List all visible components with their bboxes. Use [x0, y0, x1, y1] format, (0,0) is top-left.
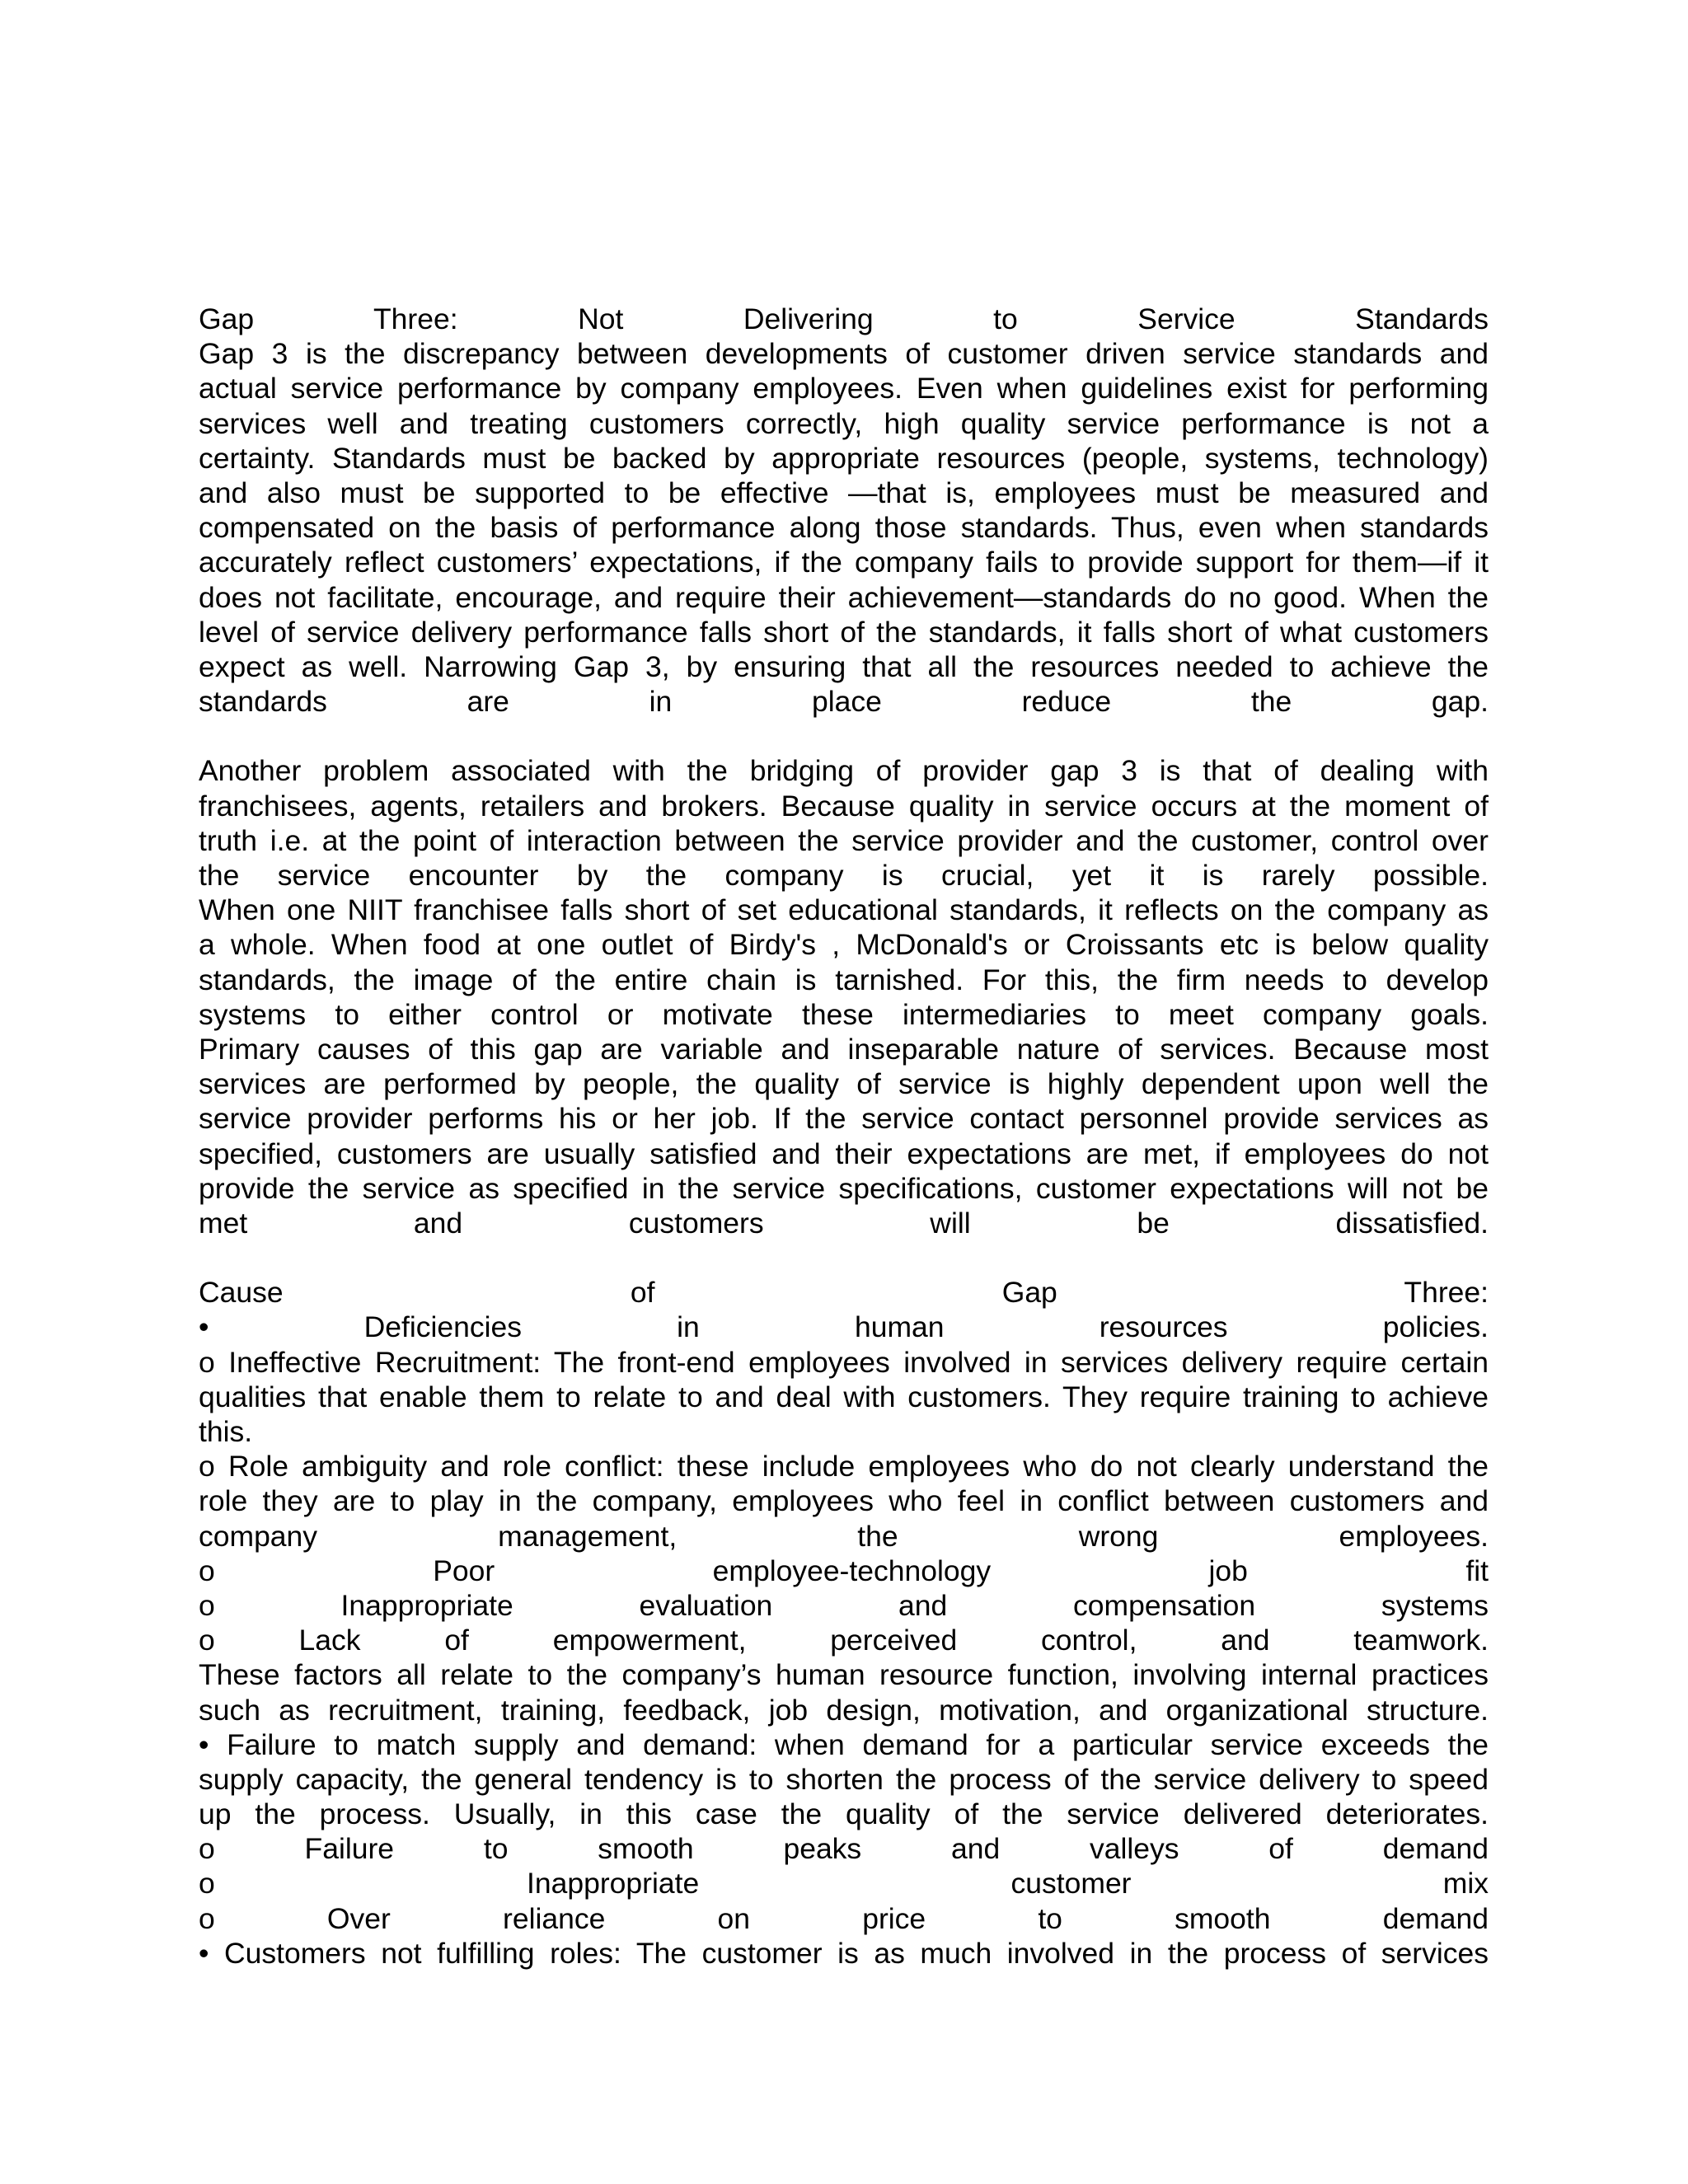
heading-gap-three: Gap Three: Not Delivering to Service Standards: [199, 302, 1489, 335]
paragraph-line: qualities that enable them to relate to and deal with customers. They require training to achieve: [199, 1380, 1489, 1413]
paragraph-line: a whole. When food at one outlet of Birdy's , McDonald's or Croissants etc is below quality: [199, 928, 1489, 962]
paragraph-line: up the process. Usually, in this case the quality of the service delivered deteriorates.: [199, 1797, 1489, 1831]
paragraph-line: company management, the wrong employees.: [199, 1519, 1489, 1553]
paragraph-line: actual service performance by company employees. Even when guidelines exist for performing: [199, 372, 1489, 405]
paragraph-line: truth i.e. at the point of interaction between the service provider and the customer, control over: [199, 823, 1489, 857]
sub-bullet-line: o Ineffective Recruitment: The front-end employees involved in services delivery require certain: [199, 1345, 1489, 1379]
paragraph-line: systems to either control or motivate these intermediaries to meet company goals.: [199, 997, 1489, 1031]
paragraph-line: level of service delivery performance falls short of the standards, it falls short of what customers: [199, 615, 1489, 649]
paragraph-line: Gap 3 is the discrepancy between developments of customer driven service standards and: [199, 337, 1489, 371]
paragraph-line: supply capacity, the general tendency is to shorten the process of the service delivery to speed: [199, 1762, 1489, 1796]
document-page: [199, 302, 1489, 1971]
paragraph-line: met and customers will be dissatisfied.: [199, 1206, 1489, 1240]
sub-bullet-line: o Poor employee-technology job fit: [199, 1554, 1489, 1587]
sub-bullet-line: o Over reliance on price to smooth demand: [199, 1901, 1489, 1935]
sub-bullet-line: o Failure to smooth peaks and valleys of demand: [199, 1832, 1489, 1866]
paragraph-line: services are performed by people, the quality of service is highly dependent upon well the: [199, 1067, 1489, 1101]
paragraph-line: These factors all relate to the company’s human resource function, involving internal practices: [199, 1658, 1489, 1692]
paragraph-line: When one NIIT franchisee falls short of set educational standards, it reflects on the company as: [199, 893, 1489, 927]
sub-bullet-line: o Inappropriate evaluation and compensation systems: [199, 1588, 1489, 1622]
paragraph-line: specified, customers are usually satisfied and their expectations are met, if employees do not: [199, 1137, 1489, 1170]
blank-line: [199, 719, 1489, 753]
paragraph-line: does not facilitate, encourage, and require their achievement—standards do no good. When the: [199, 580, 1489, 614]
paragraph-line: the service encounter by the company is crucial, yet it is rarely possible.: [199, 859, 1489, 892]
paragraph-line: and also must be supported to be effective —that is, employees must be measured and: [199, 476, 1489, 509]
paragraph-line: such as recruitment, training, feedback, job design, motivation, and organizational structure.: [199, 1693, 1489, 1727]
paragraph-line: role they are to play in the company, employees who feel in conflict between customers and: [199, 1484, 1489, 1518]
sub-bullet-line: o Inappropriate customer mix: [199, 1867, 1489, 1900]
bullet-line: • Deficiencies in human resources policies.: [199, 1310, 1489, 1344]
paragraph-line: services well and treating customers correctly, high quality service performance is not a: [199, 406, 1489, 440]
paragraph-line: certainty. Standards must be backed by appropriate resources (people, systems, technology): [199, 441, 1489, 475]
paragraph-line: compensated on the basis of performance along those standards. Thus, even when standards: [199, 511, 1489, 545]
paragraph-line: service provider performs his or her job. If the service contact personnel provide services as: [199, 1102, 1489, 1136]
paragraph-line: expect as well. Narrowing Gap 3, by ensuring that all the resources needed to achieve the: [199, 649, 1489, 683]
paragraph-line: standards, the image of the entire chain is tarnished. For this, the firm needs to develop: [199, 963, 1489, 996]
paragraph-line: this.: [199, 1415, 253, 1448]
paragraph-line: franchisees, agents, retailers and brokers. Because quality in service occurs at the moment of: [199, 789, 1489, 823]
bullet-line: • Customers not fulfilling roles: The customer is as much involved in the process of services: [199, 1936, 1489, 1970]
heading-cause-of-gap-three: Cause of Gap Three:: [199, 1276, 1489, 1310]
sub-bullet-line: o Lack of empowerment, perceived control, and teamwork.: [199, 1624, 1489, 1657]
paragraph-line: provide the service as specified in the service specifications, customer expectations will not be: [199, 1171, 1489, 1205]
paragraph-line: accurately reflect customers’ expectations, if the company fails to provide support for them—if it: [199, 546, 1489, 579]
bullet-line: • Failure to match supply and demand: when demand for a particular service exceeds the: [199, 1727, 1489, 1761]
sub-bullet-line: o Role ambiguity and role conflict: these include employees who do not clearly understand the: [199, 1450, 1489, 1483]
blank-line: [199, 1240, 1489, 1275]
paragraph-line: Another problem associated with the bridging of provider gap 3 is that of dealing with: [199, 754, 1489, 788]
paragraph-line: Primary causes of this gap are variable and inseparable nature of services. Because most: [199, 1032, 1489, 1066]
paragraph-line: standards are in place reduce the gap.: [199, 685, 1489, 719]
